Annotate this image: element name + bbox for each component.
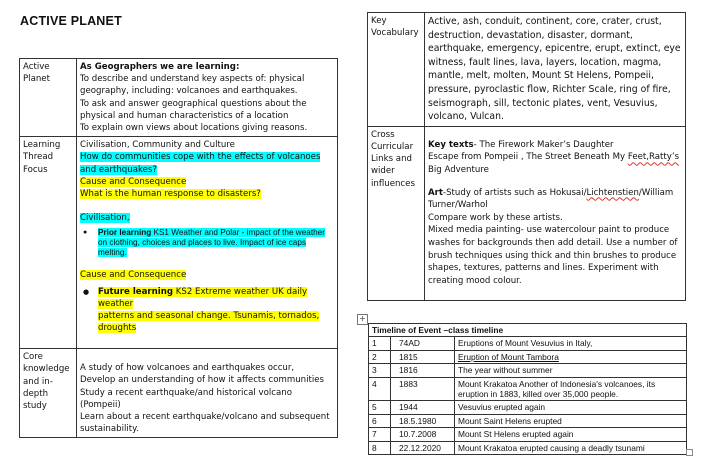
page-title: ACTIVE PLANET [20,14,122,28]
core-line: Develop an understanding of how it affects communities [80,375,325,386]
table-move-handle-icon[interactable]: + [357,314,368,325]
row-number: 6 [369,414,391,427]
learning-objectives-cell [77,59,338,137]
row-number: 7 [369,428,391,441]
row-number: 8 [369,441,391,454]
objective-line: To ask and answer geographical questions about the [80,98,307,109]
row-number: 1 [369,337,391,350]
core-knowledge-cell [77,349,338,438]
row-date: 1815 [391,350,455,363]
cross-curricular-row [368,126,686,300]
learning-thread-cell [77,137,338,349]
core-line: A study of how volcanoes and earthquakes occur, [80,363,295,374]
row-event: The year without summer [455,364,687,377]
row-date: 1883 [391,377,455,401]
objective-line: geography, including: volcanoes and earthquakes. [80,86,298,97]
timeline-row [369,337,687,350]
geography-plan-table [19,58,338,438]
core-line: sustainability. [80,424,139,435]
timeline-row [369,414,687,427]
cause-consequence-heading: Cause and Consequence [80,176,187,187]
focus-question-1: How do communities cope with the effects of volcanoes [80,152,321,163]
focus-question-1-cont: and earthquakes? [80,164,157,175]
row-date: 22.12.2020 [391,441,455,454]
key-texts-line: Key texts- The Firework Maker’s Daughter [428,139,614,150]
cross-curricular-cell: Key texts- The Firework Maker’s Daughter Escape from Pompeii , The Street Beneath My Feet,Ratty’s Big Adventure Art-Study of artists such as Hokusai/Lichtenstien/William Turner/Warhol Compare work by these artists. Mixed media painting- use watercolour paint to produce washes for backgrounds then add detail. Use a number of brush techniques using thick and thin brushes to produce shapes, textures, patterns and lines. Experiment with creating mood colour. [425,126,686,300]
vocabulary-label: Key Vocabulary [368,13,425,127]
active-planet-row [20,59,338,137]
row-event: Eruptions of Mount Vesuvius in Italy, [455,337,687,350]
row-number: 4 [369,377,391,401]
row-number: 5 [369,401,391,414]
art-line: Art-Study of artists such as Hokusai/Lichtenstien/William [428,187,674,198]
core-knowledge-row [20,349,338,438]
vocabulary-links-table [367,12,686,301]
learning-heading: As Geographers we are learning: [80,62,240,72]
row-date: 18.5.1980 [391,414,455,427]
row-event: Mount Krakatoa Another of Indonesia's volcanoes, its eruption in 1883, killed over 35,000 people. [455,377,687,401]
future-learning-item: ● Future learning KS2 Extreme weather UK daily weather patterns and seasonal change. Tsunamis, tornados, droughts [98,286,334,335]
row-event: Mount Saint Helens erupted [455,414,687,427]
civilisation-heading: Civilisation, [80,213,130,224]
row-number: 2 [369,350,391,363]
prior-learning-list [80,228,334,258]
focus-question-2: What is the human response to disasters? [80,189,261,200]
core-knowledge-label: Core knowledge and in- depth study [20,349,77,438]
objective-line: To describe and understand key aspects of: physical [80,74,305,85]
timeline-row [369,441,687,454]
core-line: Study a recent earthquake/and historical volcano (Pompeii) [80,387,292,410]
vocabulary-cell: Active, ash, conduit, continent, core, crater, crust, destruction, devastation, disaster, dormant, earthquake, emergency, epicentre, erupt, extinct, eye witness, fault lines, lava, layers, location, magma, mantle, melt, molten, Mount St Helens, Pompeii, pressure, pyroclastic flow, Richter Scale, ring of fire, seismograph, sill, tectonic plates, vent, Vesuvius, volcano, Vulcan. [425,13,686,127]
thread-intro: Civilisation, Community and Culture [80,140,235,151]
row-event: Vesuvius erupted again [455,401,687,414]
row-date: 74AD [391,337,455,350]
row-number: 3 [369,364,391,377]
row-event: Eruption of Mount Tambora [455,350,687,363]
cause-consequence-heading-2: Cause and Consequence [80,270,187,281]
timeline-table [368,323,687,455]
cross-curricular-label: Cross Curricular Links and wider influences [368,126,425,300]
core-line: Learn about a recent earthquake/volcano and subsequent [80,412,330,423]
key-texts-line: Escape from Pompeii , The Street Beneath My Feet,Ratty’s [428,152,680,163]
learning-thread-row [20,137,338,349]
future-learning-label: Future learning [98,286,173,297]
learning-thread-label: Learning Thread Focus [20,137,77,349]
prior-learning-label: Prior learning [98,228,152,238]
future-learning-list [80,286,334,335]
timeline-heading-row [369,324,687,337]
row-event: Mount St Helens erupted again [455,428,687,441]
vocabulary-row [368,13,686,127]
row-date: 1816 [391,364,455,377]
timeline-row [369,401,687,414]
row-event: Mount Krakatoa erupted causing a deadly tsunami [455,441,687,454]
timeline-heading: Timeline of Event –class timeline [369,324,687,337]
prior-learning-item: ● Prior learning KS1 Weather and Polar - impact of the weather on clothing, choices and places to live. Impact of ice caps melting. [98,228,334,258]
table-resize-handle-icon[interactable] [686,449,693,456]
timeline-row [369,364,687,377]
timeline-row [369,350,687,363]
active-planet-label: Active Planet [20,59,77,137]
row-date: 10.7.2008 [391,428,455,441]
timeline-row [369,377,687,401]
row-date: 1944 [391,401,455,414]
objective-line: To explain own views about locations giving reasons. [80,123,308,134]
timeline-row [369,428,687,441]
objective-line: physical and human characteristics of a location [80,110,289,121]
